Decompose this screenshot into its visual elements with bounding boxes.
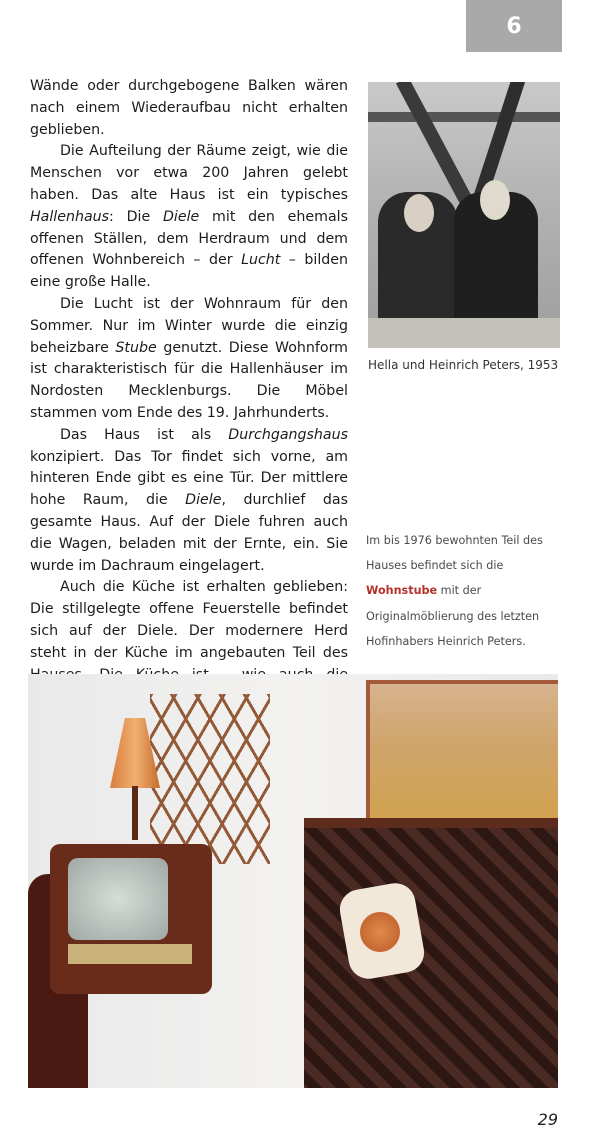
portrait-photo	[368, 82, 560, 348]
chapter-number: 6	[506, 13, 522, 39]
living-room-caption: Im bis 1976 bewohnten Teil des Hauses befindet sich die Wohnstube mit der Originalmöblierung des letzten Hofinhabers Heinrich Peters.	[366, 534, 543, 648]
paragraph-3: Die Lucht ist der Wohnraum für den Sommer. Nur im Winter wurde die einzig beheizbare Stube genutzt. Diese Wohnform ist charakteristisch für die Hallenhäuser im Nordosten Mecklenburgs. Die Möbel stammen vom Ende des 19. Jahrhunderts.	[30, 295, 348, 421]
paragraph-5: Auch die Küche ist erhalten geblieben: Die stillgelegte offene Feuerstelle befindet sich auf der Diele. Der modernere Herd steht in der Küche im angebauten Teil des	[30, 579, 348, 661]
sofa	[304, 818, 558, 1088]
chapter-number-tab	[466, 0, 562, 52]
page-number: 29	[537, 1110, 558, 1129]
paragraph-4: Das Haus ist als Durchgangshaus konzipiert. Das Tor findet sich vorne, am hinteren Ende gibt es eine Tür. Der mittlere hohe Raum, die Diele, durchlief das gesamte Haus. Auf der Diele fuhren auch die Wagen, beladen mit der Ernte, ein. Sie wurde im Dachraum eingelagert.	[30, 426, 348, 574]
wall-shelf	[150, 694, 270, 864]
paragraph-2: Die Aufteilung der Räume zeigt, wie die Menschen vor etwa 200 Jahren gelebt haben. Das alte Haus ist ein typisches Hallenhaus: Die Diele mit den ehemals offenen Ställen, dem Herdraum und dem offenen Wohnbereich – der Lucht – bilden eine große Halle.	[30, 143, 348, 291]
living-room-photo	[28, 674, 558, 1088]
tapestry-painting	[366, 680, 558, 830]
main-text-column	[30, 76, 348, 730]
portrait-caption: Hella und Heinrich Peters, 1953	[368, 358, 559, 372]
paragraph-1: Wände oder durchgebogene Balken wären nach einem Wiederaufbau nicht erhalten geblieben.	[30, 78, 348, 138]
highlight-term: Wohnstube	[366, 584, 438, 598]
